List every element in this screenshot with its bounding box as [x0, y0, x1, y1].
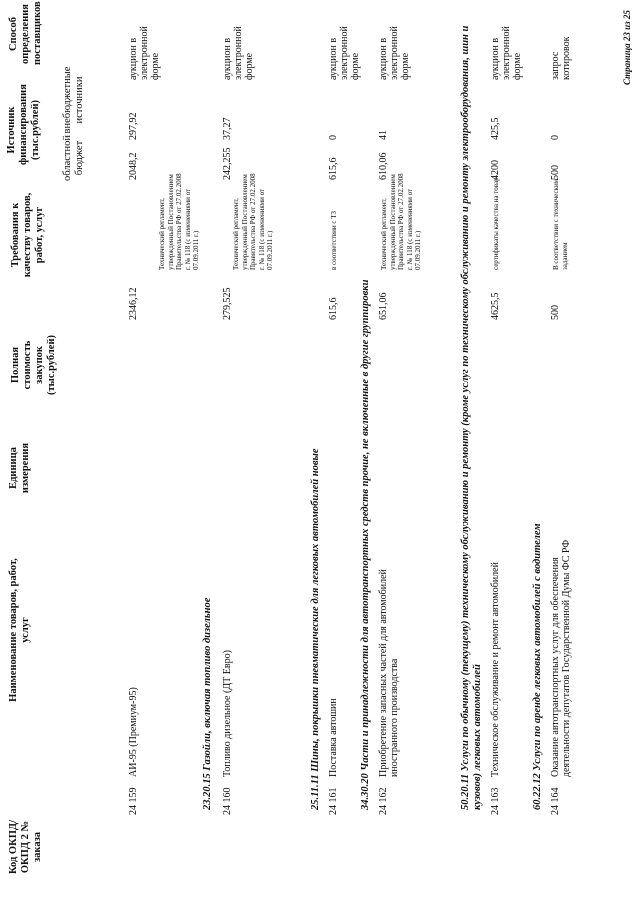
row-name: Оказание автотранспортных услуг для обеспечения деятельности депутатов Государственной Думы ФС РФ — [550, 539, 572, 777]
row-method: аукцион в электронной форме — [378, 26, 411, 80]
row-code: 24 164 — [550, 787, 561, 815]
row-cost: 279,525 — [222, 287, 233, 320]
header-cost: Полная стоимость закупок (тыс.рублей) — [10, 334, 57, 396]
row-name: Техническое обслуживание и ремонт автомобилей — [490, 562, 501, 777]
row-req: Технический регламент, утвержденный Постановлением Правительства РФ от 27.02.2008 г. № 118 (с изменениями от 07.09.2011 г.) — [158, 173, 200, 270]
row-fed: 242,255 — [222, 147, 233, 180]
row-code: 24 163 — [490, 787, 501, 815]
header-unit: Единица измерения — [8, 442, 31, 494]
header-ext: внебюджетные источники — [62, 66, 85, 134]
row-method: запрос котировок — [550, 36, 572, 80]
row-ext: 425,5 — [490, 117, 501, 140]
row-fed: 500 — [550, 165, 561, 180]
row-method: аукцион в электронной форме — [222, 26, 255, 80]
row-fed: 610,06 — [378, 152, 389, 180]
row-name: Приобретение запасных частей для автомобилей иностранного производства — [378, 569, 400, 777]
header-method: Способ определения поставщиков — [8, 1, 43, 65]
row-cost: 651,06 — [378, 292, 389, 320]
row-code: 24 160 — [222, 787, 233, 815]
header-fin: Источник финансирования (тыс.рублей) — [6, 84, 41, 165]
row-ext: 41 — [378, 130, 389, 140]
row-cost: 2346,12 — [128, 287, 139, 320]
row-req: В соответствии с техническим заданием — [552, 178, 569, 270]
row-method: аукцион в электронной форме — [328, 26, 361, 80]
row-method: аукцион в электронной форме — [128, 26, 161, 80]
row-cost: 615,6 — [328, 297, 339, 320]
group-heading: 34.30.20 Части и принадлежности для автотранспортных средств прочие, не включенные в другие группировки — [360, 279, 371, 810]
row-name: АИ-95 (Премиум-95) — [128, 687, 139, 777]
row-ext: 297,92 — [128, 112, 139, 140]
row-ext: 0 — [328, 135, 339, 140]
row-fed: 4200 — [490, 160, 501, 180]
row-method: аукцион в электронной форме — [490, 26, 523, 80]
row-ext: 37,27 — [222, 117, 233, 140]
row-req: сертификаты качества на товар — [492, 177, 500, 270]
row-req: Технический регламент, утвержденный Постановлением Правительства РФ от 27.02.2008 г. № 118 (с изменениями от 07.09.2011 г.) — [232, 173, 274, 270]
row-name: Топливо дизельное (ДТ Евро) — [222, 650, 233, 777]
row-code: 24 161 — [328, 787, 339, 815]
group-heading: 50.20.11 Услуги по обычному (текущему) техническому обслуживанию и ремонту (кроме услуг по техническому обслуживанию и ремонту электрооборудования, шин и кузовов) легковых автомобилей — [460, 25, 483, 810]
row-fed: 615,6 — [328, 157, 339, 180]
row-code: 24 159 — [128, 787, 139, 815]
header-req: Требования к качеству товаров, работ, услуг — [10, 192, 45, 278]
group-heading: 23.20.15 Газойли, включая топливо дизельное — [202, 597, 213, 810]
group-heading: 60.22.12 Услуги по аренде легковых автомобилей с водителем — [532, 523, 543, 810]
page-number: Страница 23 из 25 — [622, 10, 632, 85]
header-code: Код ОКПД/ ОКПД 2 № заказа — [8, 819, 43, 875]
row-cost: 4625,5 — [490, 292, 501, 320]
row-req: в соответствии с ТЗ — [330, 211, 338, 270]
row-req: Технический регламент, утвержденный Постановлением Правительства РФ от 27.02.2008 г. № 118 (с изменениями от 07.09.2011 г.) — [380, 173, 422, 270]
header-name: Наименование товаров, работ, услуг — [8, 558, 31, 702]
row-cost: 500 — [550, 305, 561, 320]
group-heading: 25.11.11 Шины, покрышки пневматические для легковых автомобилей новые — [310, 448, 321, 810]
row-fed: 2048,2 — [128, 152, 139, 180]
row-ext: 0 — [550, 135, 561, 140]
row-code: 24 162 — [378, 787, 389, 815]
header-fed: областной бюджет — [62, 135, 85, 181]
row-name: Поставка автошин — [328, 698, 339, 777]
